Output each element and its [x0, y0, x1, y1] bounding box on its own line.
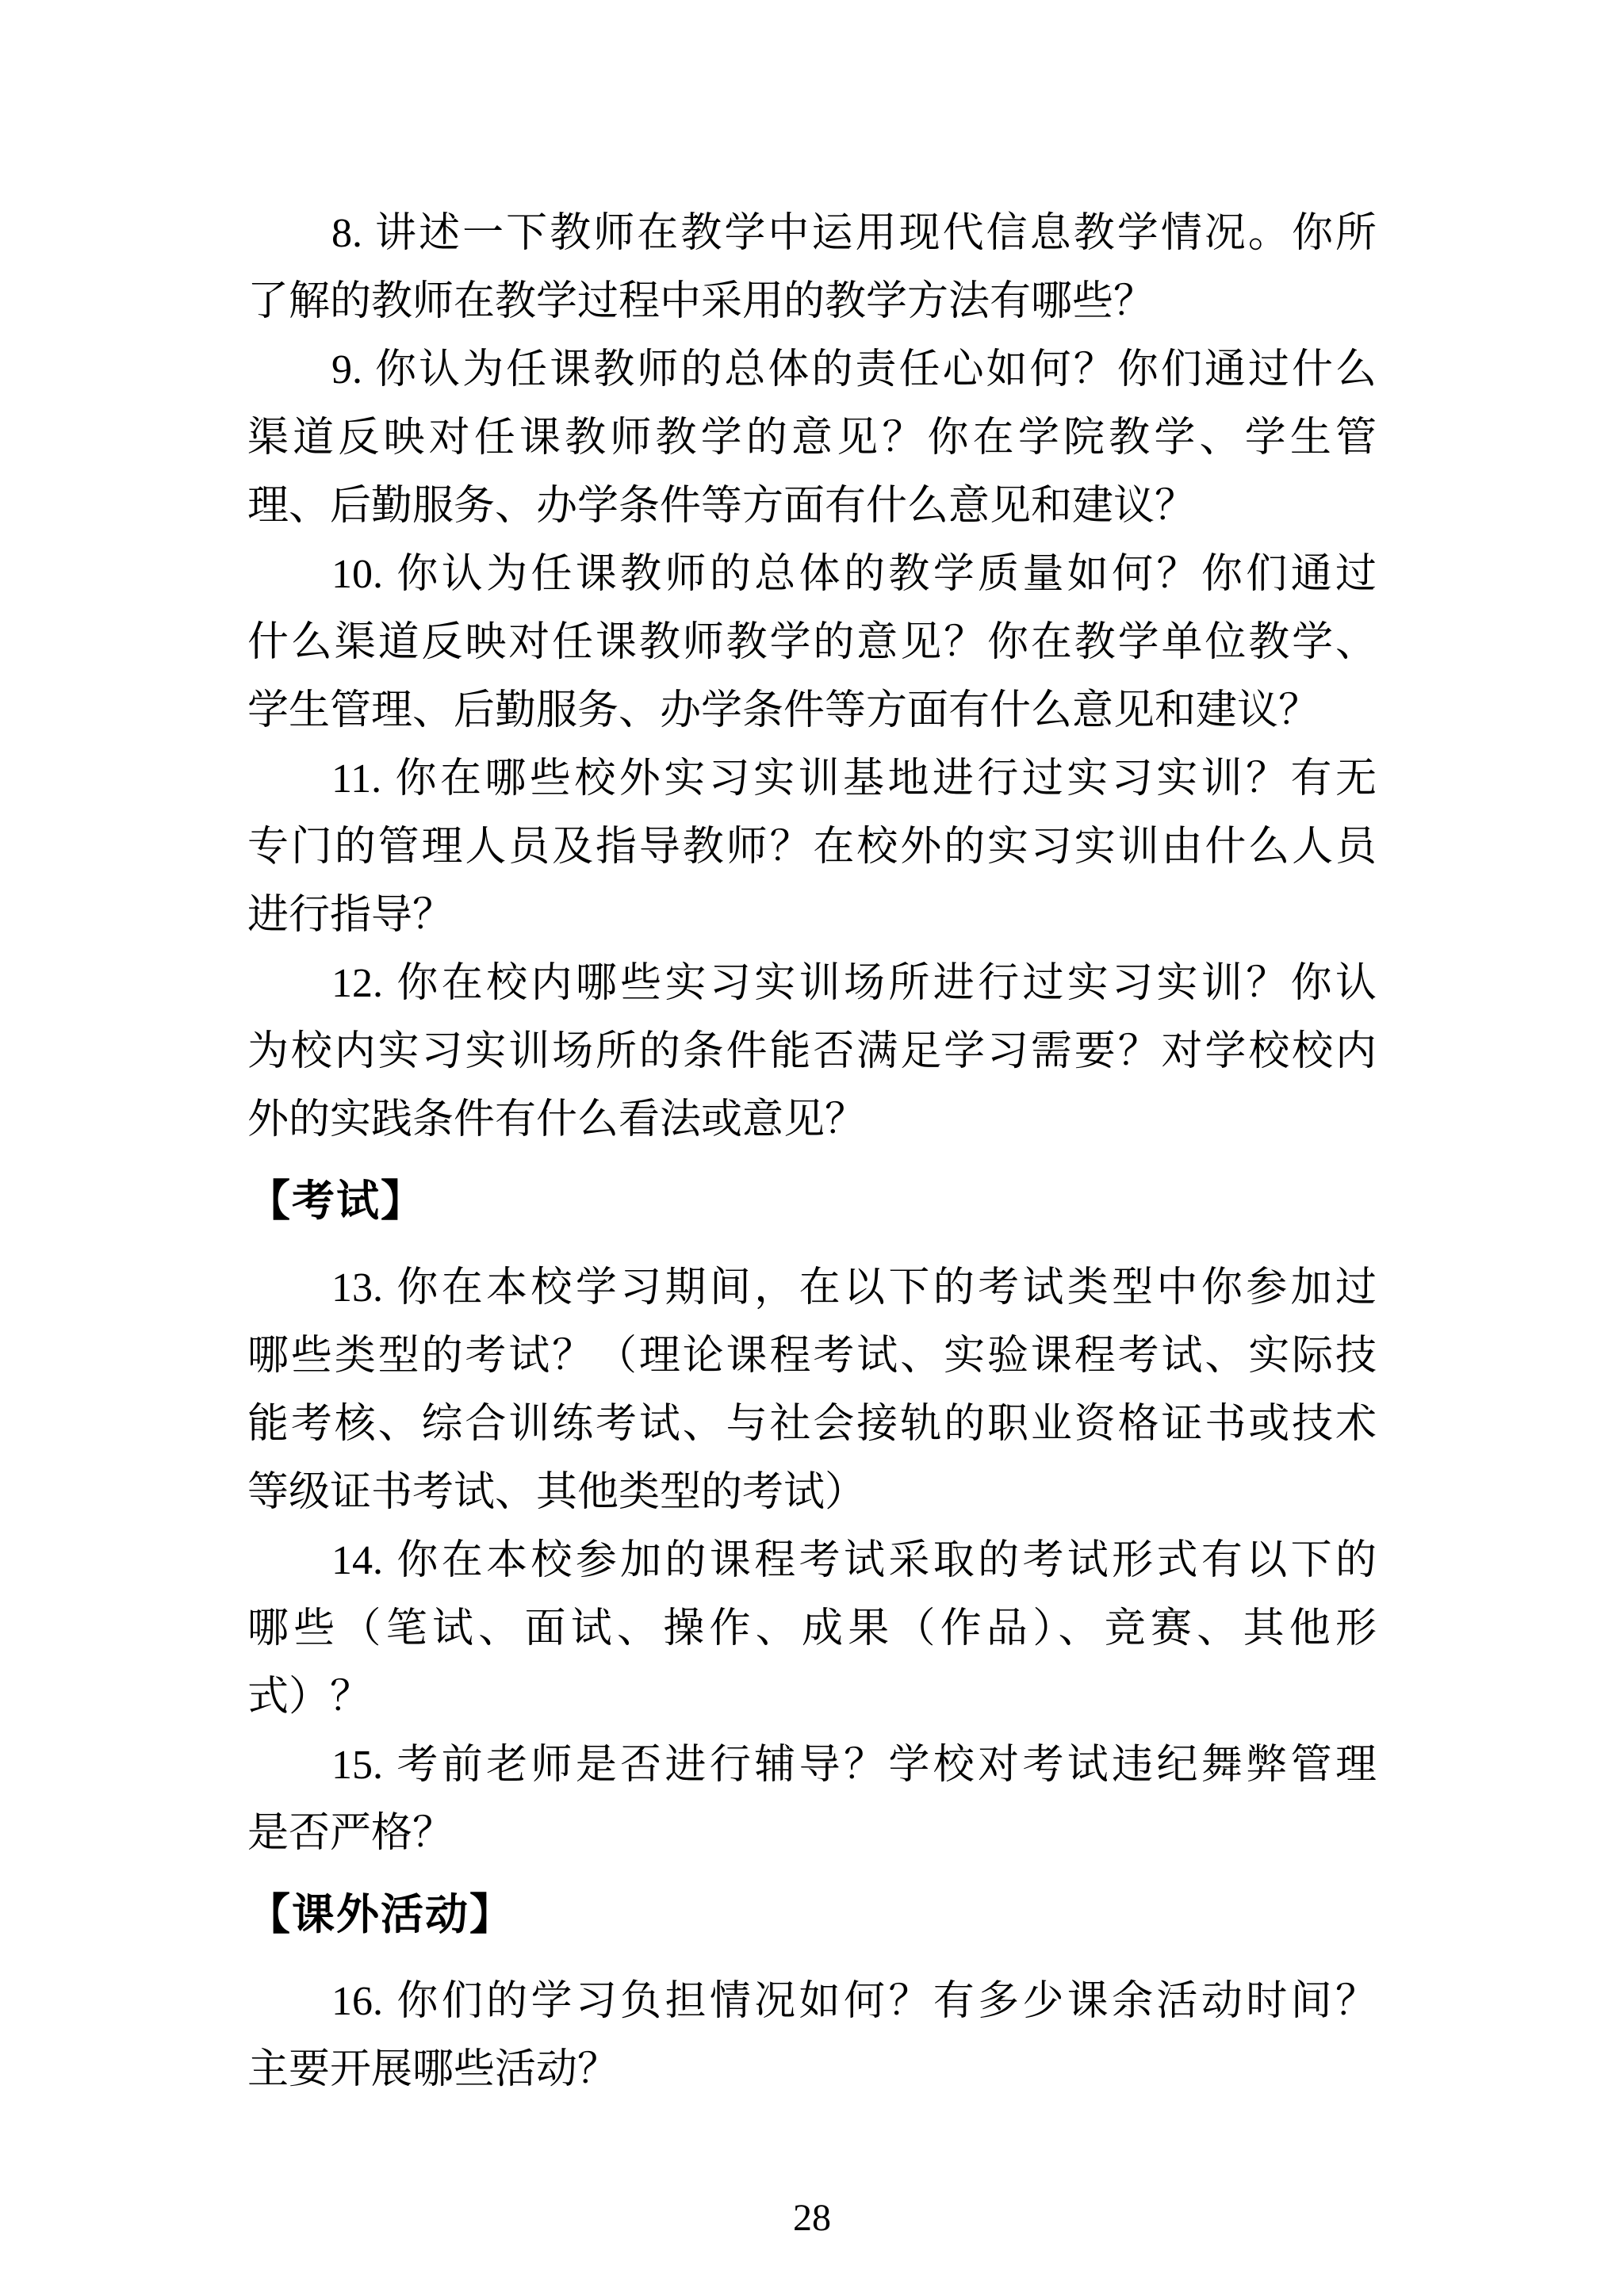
text-line: 9. 你认为任课教师的总体的责任心如何？你们通过什么: [331, 347, 1377, 392]
section-heading: 【课外活动】: [247, 1891, 514, 1938]
text-line: 主要开展哪些活动？: [247, 2047, 619, 2092]
text-line: 学生管理、后勤服务、办学条件等方面有什么意见和建议？: [247, 688, 1320, 733]
text-line: 12. 你在校内哪些实习实训场所进行过实习实训？你认: [331, 961, 1377, 1006]
text-line: 15. 考前老师是否进行辅导？学校对考试违纪舞弊管理: [331, 1743, 1377, 1788]
text-line: 进行指导？: [247, 893, 454, 938]
page-number: 28: [793, 2197, 831, 2239]
text-line: 16. 你们的学习负担情况如何？有多少课余活动时间？: [331, 1979, 1377, 2024]
text-line: 13. 你在本校学习期间，在以下的考试类型中你参加过: [331, 1265, 1377, 1311]
text-line: 11. 你在哪些校外实习实训基地进行过实习实训？有无: [331, 756, 1377, 802]
text-line: 8. 讲述一下教师在教学中运用现代信息教学情况。你所: [331, 211, 1377, 256]
text-line: 10. 你认为任课教师的总体的教学质量如何？你们通过: [331, 552, 1377, 597]
text-line: 哪些类型的考试？（理论课程考试、实验课程考试、实际技: [247, 1334, 1377, 1379]
text-line: 什么渠道反映对任课教师教学的意见？你在教学单位教学、: [247, 620, 1377, 665]
text-line: 外的实践条件有什么看法或意见？: [247, 1097, 867, 1142]
text-line: 渠道反映对任课教师教学的意见？你在学院教学、学生管: [247, 415, 1377, 461]
text-line: 等级证书考试、其他类型的考试）: [247, 1470, 867, 1515]
text-line: 理、后勤服务、办学条件等方面有什么意见和建议？: [247, 484, 1197, 529]
text-line: 14. 你在本校参加的课程考试采取的考试形式有以下的: [331, 1538, 1377, 1583]
text-line: 为校内实习实训场所的条件能否满足学习需要？对学校校内: [247, 1029, 1377, 1074]
text-line: 了解的教师在教学过程中采用的教学方法有哪些？: [247, 279, 1155, 324]
text-line: 式）？: [247, 1674, 372, 1720]
section-heading: 【考试】: [247, 1177, 425, 1225]
text-line: 哪些（笔试、面试、操作、成果（作品）、竞赛、其他形: [247, 1606, 1377, 1651]
text-line: 能考核、综合训练考试、与社会接轨的职业资格证书或技术: [247, 1402, 1377, 1447]
document-body: [247, 200, 1377, 2104]
text-line: 专门的管理人员及指导教师？在校外的实习实训由什么人员: [247, 825, 1377, 870]
text-line: 是否严格？: [247, 1811, 454, 1856]
